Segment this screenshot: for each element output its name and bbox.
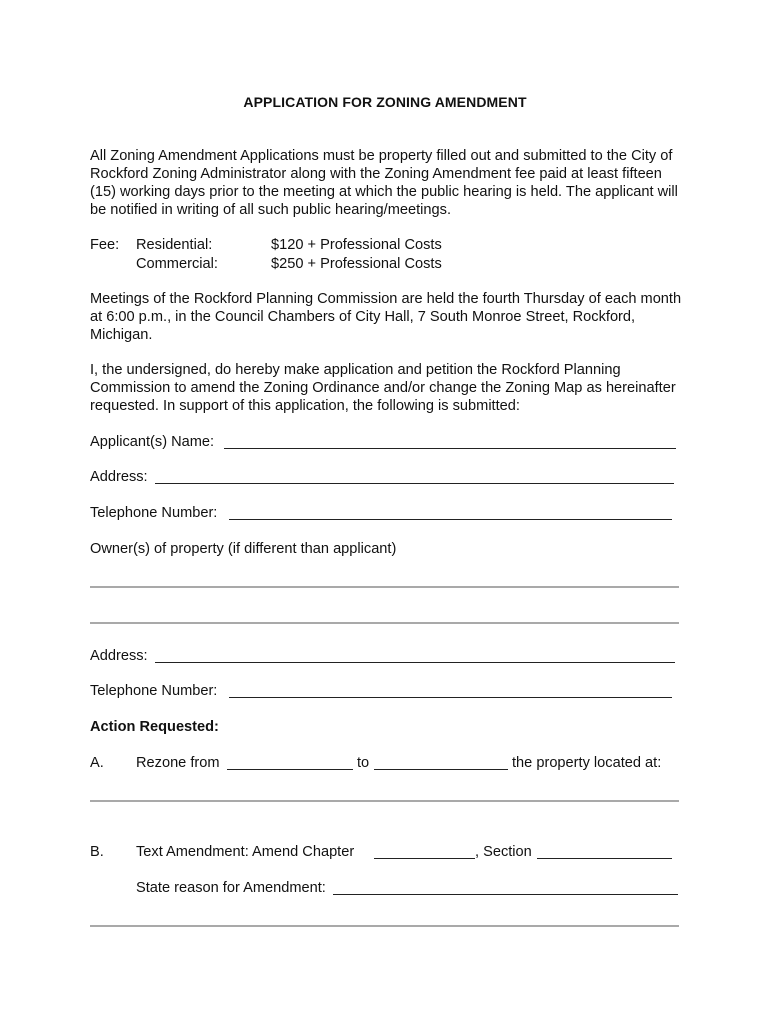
address-field[interactable] [155,483,674,484]
intro-paragraph: All Zoning Amendment Applications must be property filled out and submitted to the City of Rockford Zoning Administrator along with the Zoning Amendment fee paid at least fifteen (15) working days prior to the meeting at which the public hearing is held. The applicant will be notified in writing of all such public hearing/meetings. [90,148,678,218]
meetings-paragraph: Meetings of the Rockford Planning Commission are held the fourth Thursday of each month at 6:00 p.m., in the Council Chambers of City Hall, 7 South Monroe Street, Rockford, Michigan. [90,291,682,343]
owner-telephone-field[interactable] [229,697,672,698]
rezone-to-field[interactable] [374,769,508,770]
action-requested-heading: Action Requested: [90,719,219,735]
amend-chapter-field[interactable] [374,858,475,859]
reason-label: State reason for Amendment: [136,880,326,896]
fee-commercial-label: Commercial: [136,256,218,272]
owner-address-field[interactable] [155,662,675,663]
owners-label: Owner(s) of property (if different than applicant) [90,541,397,557]
action-a-letter: A. [90,755,104,771]
telephone-field[interactable] [229,519,672,520]
rezone-from-label: Rezone from [136,755,220,771]
section-label: , Section [475,844,532,860]
petition-paragraph: I, the undersigned, do hereby make application and petition the Rockford Planning Commission to amend the Zoning Ordinance and/or change the Zoning Map as hereinafter requested. In support of this application, the following is submitted: [90,362,676,414]
applicant-name-field[interactable] [224,448,676,449]
owner-address-label: Address: [90,648,148,664]
property-location-field[interactable] [90,800,679,802]
action-b-letter: B. [90,844,104,860]
text-amendment-label: Text Amendment: Amend Chapter [136,844,355,860]
fee-label: Fee: [90,237,120,253]
reason-field[interactable] [333,894,678,895]
reason-field-line-2[interactable] [90,925,679,927]
document-title: APPLICATION FOR ZONING AMENDMENT [243,94,527,110]
fee-residential-amount: $120 + Professional Costs [271,237,442,253]
owners-field-line-1[interactable] [90,586,679,588]
rezone-to-label: to [357,755,370,771]
owners-field-line-2[interactable] [90,622,679,624]
property-located-label: the property located at: [512,755,662,771]
section-field[interactable] [537,858,672,859]
applicant-name-label: Applicant(s) Name: [90,434,215,450]
fee-commercial-amount: $250 + Professional Costs [271,256,442,272]
fee-residential-label: Residential: [136,237,213,253]
telephone-label: Telephone Number: [90,505,218,521]
address-label: Address: [90,469,148,485]
owner-telephone-label: Telephone Number: [90,683,218,699]
rezone-from-field[interactable] [227,769,353,770]
